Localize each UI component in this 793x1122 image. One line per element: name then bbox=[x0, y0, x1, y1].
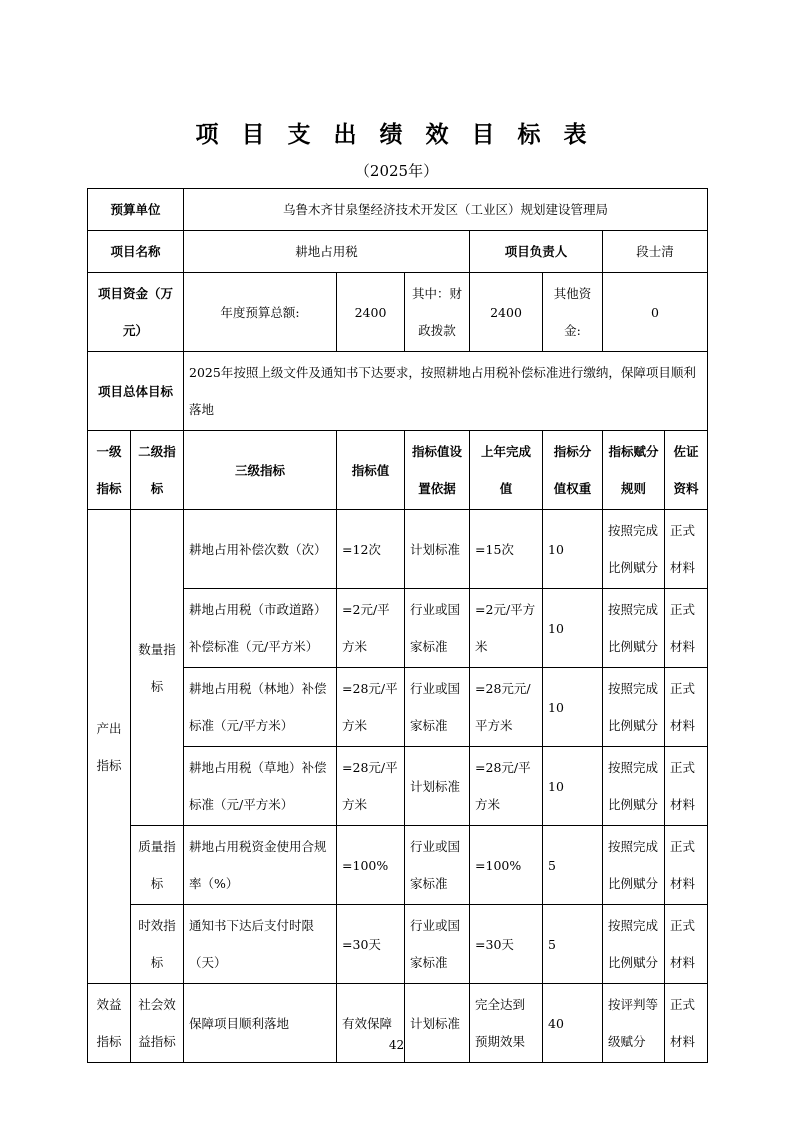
project-funds-row bbox=[88, 273, 708, 352]
group-quantity: 数量指标 bbox=[131, 510, 184, 826]
other-funds-value: 0 bbox=[603, 273, 708, 352]
indicator-basis: 行业或国家标准 bbox=[405, 905, 470, 984]
project-leader-value: 段士清 bbox=[603, 231, 708, 273]
table-row bbox=[88, 510, 708, 589]
project-funds-label: 项目资金（万元） bbox=[88, 273, 184, 352]
indicator-header-row bbox=[88, 431, 708, 510]
indicator-evidence: 正式材料 bbox=[665, 510, 708, 589]
annual-budget-value: 2400 bbox=[337, 273, 405, 352]
indicator-name: 耕地占用税资金使用合规率（%） bbox=[184, 826, 337, 905]
table-row bbox=[88, 826, 708, 905]
indicator-last-year: =2元/平方米 bbox=[470, 589, 543, 668]
indicator-basis: 行业或国家标准 bbox=[405, 589, 470, 668]
project-name-label: 项目名称 bbox=[88, 231, 184, 273]
indicator-rule: 按照完成比例赋分 bbox=[603, 668, 665, 747]
indicator-evidence: 正式材料 bbox=[665, 668, 708, 747]
header-rule: 指标赋分规则 bbox=[603, 431, 665, 510]
other-funds-label: 其他资金: bbox=[543, 273, 603, 352]
header-level2: 二级指标 bbox=[131, 431, 184, 510]
indicator-basis: 计划标准 bbox=[405, 510, 470, 589]
annual-budget-label: 年度预算总额: bbox=[184, 273, 337, 352]
indicator-basis: 行业或国家标准 bbox=[405, 826, 470, 905]
indicator-basis: 行业或国家标准 bbox=[405, 668, 470, 747]
indicator-name: 耕地占用税（林地）补偿标准（元/平方米） bbox=[184, 668, 337, 747]
group-timeliness: 时效指标 bbox=[131, 905, 184, 984]
indicator-last-year: =15次 bbox=[470, 510, 543, 589]
indicator-rule: 按照完成比例赋分 bbox=[603, 510, 665, 589]
overall-goal-row bbox=[88, 352, 708, 431]
overall-goal-value: 2025年按照上级文件及通知书下达要求，按照耕地占用税补偿标准进行缴纳，保障项目顺利落地 bbox=[184, 352, 708, 431]
header-value: 指标值 bbox=[337, 431, 405, 510]
header-level1: 一级指标 bbox=[88, 431, 131, 510]
indicator-basis: 计划标准 bbox=[405, 747, 470, 826]
header-weight: 指标分值权重 bbox=[543, 431, 603, 510]
indicator-weight: 5 bbox=[543, 826, 603, 905]
header-level3: 三级指标 bbox=[184, 431, 337, 510]
indicator-evidence: 正式材料 bbox=[665, 747, 708, 826]
indicator-last-year: =28元元/平方米 bbox=[470, 668, 543, 747]
indicator-value: =12次 bbox=[337, 510, 405, 589]
indicator-name: 耕地占用税（草地）补偿标准（元/平方米） bbox=[184, 747, 337, 826]
group-quality: 质量指标 bbox=[131, 826, 184, 905]
indicator-value: =100% bbox=[337, 826, 405, 905]
indicator-evidence: 正式材料 bbox=[665, 826, 708, 905]
fiscal-allocation-value: 2400 bbox=[470, 273, 543, 352]
group-social: 社会效益指标 bbox=[131, 984, 184, 1063]
indicator-value: 有效保障 bbox=[337, 984, 405, 1063]
header-evidence: 佐证资料 bbox=[665, 431, 708, 510]
indicator-value: =28元/平方米 bbox=[337, 747, 405, 826]
indicator-evidence: 正式材料 bbox=[665, 589, 708, 668]
page-title: 项目支出绩效目标表 bbox=[195, 122, 610, 148]
indicator-name: 耕地占用税（市政道路）补偿标准（元/平方米） bbox=[184, 589, 337, 668]
indicator-last-year: =100% bbox=[470, 826, 543, 905]
project-name-value: 耕地占用税 bbox=[184, 231, 470, 273]
indicator-weight: 40 bbox=[543, 984, 603, 1063]
fiscal-allocation-label: 其中：财政拨款 bbox=[405, 273, 470, 352]
indicator-rule: 按照完成比例赋分 bbox=[603, 589, 665, 668]
indicator-rule: 按评判等级赋分 bbox=[603, 984, 665, 1063]
indicator-weight: 10 bbox=[543, 747, 603, 826]
indicator-name: 保障项目顺利落地 bbox=[184, 984, 337, 1063]
header-basis: 指标值设置依据 bbox=[405, 431, 470, 510]
indicator-rule: 按照完成比例赋分 bbox=[603, 905, 665, 984]
project-leader-label: 项目负责人 bbox=[470, 231, 603, 273]
budget-unit-row bbox=[88, 189, 708, 231]
page-number: 42 bbox=[388, 1038, 405, 1052]
indicator-value: =28元/平方米 bbox=[337, 668, 405, 747]
indicator-weight: 10 bbox=[543, 668, 603, 747]
indicator-rule: 按照完成比例赋分 bbox=[603, 747, 665, 826]
performance-table bbox=[87, 188, 708, 1063]
indicator-name: 耕地占用补偿次数（次） bbox=[184, 510, 337, 589]
project-name-row bbox=[88, 231, 708, 273]
year-subtitle: （2025年） bbox=[354, 162, 439, 180]
indicator-evidence: 正式材料 bbox=[665, 984, 708, 1063]
group-output: 产出指标 bbox=[88, 510, 131, 984]
indicator-last-year: 完全达到预期效果 bbox=[470, 984, 543, 1063]
indicator-value: =2元/平方米 bbox=[337, 589, 405, 668]
indicator-value: =30天 bbox=[337, 905, 405, 984]
indicator-evidence: 正式材料 bbox=[665, 905, 708, 984]
indicator-name: 通知书下达后支付时限（天） bbox=[184, 905, 337, 984]
budget-unit-value: 乌鲁木齐甘泉堡经济技术开发区（工业区）规划建设管理局 bbox=[184, 189, 708, 231]
table-row bbox=[88, 905, 708, 984]
indicator-weight: 5 bbox=[543, 905, 603, 984]
header-last-year: 上年完成值 bbox=[470, 431, 543, 510]
overall-goal-label: 项目总体目标 bbox=[88, 352, 184, 431]
indicator-last-year: =28元/平方米 bbox=[470, 747, 543, 826]
indicator-rule: 按照完成比例赋分 bbox=[603, 826, 665, 905]
group-benefit: 效益指标 bbox=[88, 984, 131, 1063]
indicator-weight: 10 bbox=[543, 589, 603, 668]
indicator-basis: 计划标准 bbox=[405, 984, 470, 1063]
indicator-last-year: =30天 bbox=[470, 905, 543, 984]
indicator-weight: 10 bbox=[543, 510, 603, 589]
budget-unit-label: 预算单位 bbox=[88, 189, 184, 231]
